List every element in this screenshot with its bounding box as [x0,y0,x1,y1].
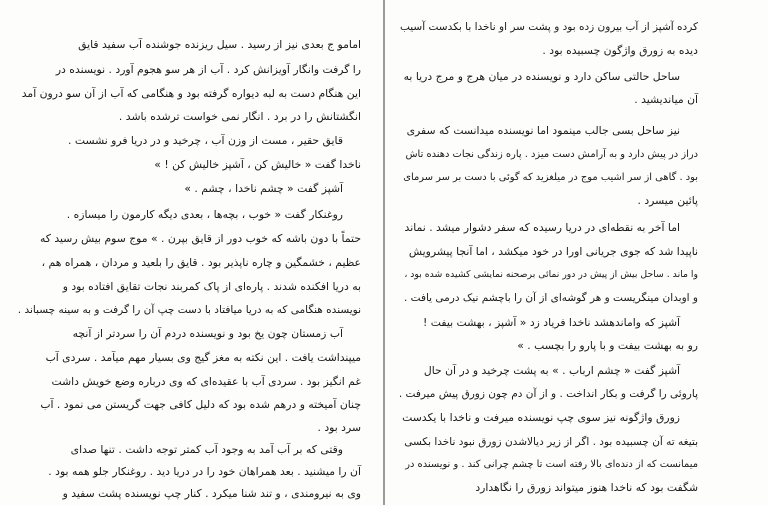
left-line-12: نویسنده هنگامی که به دریا میافتاد با دست چپ آن را گرفت و به سینه چسباند . [17,304,361,316]
left-line-18: وقتی که بر آب آمد به وجود آب کمتر توجه داشت . تنها صدای [70,443,343,456]
left-line-20: وی به نیرومندی ، و تند شنا میکرد . کنار چپ نویسنده پشت سفید و [62,487,361,500]
right-line-7: بود . گاهی از سر اشیب موج در میلغزید که گوئی با دست بر سر سرمای [403,172,698,183]
right-line-19: میمانست که از دنده‌ای بالا رفته است تا چشم چرانی کند . و نویسنده در [405,459,698,470]
left-line-19: آن را میشنید . بعد همراهان خود را در دریا دید . روغنکار جلو همه بود . [48,465,361,478]
left-line-9: حتماً با دون باشه که خوب دور از قایق بپرن . » موج سوم بیش رسید که [40,232,361,245]
right-page [385,0,768,505]
right-line-16: پاروئی را گرفت و بکار انداخت . و از آن دم چون زورق پیش میرفت . [398,388,698,400]
left-line-4: انگشتانش را در برد . انگار نمی خواست ترشده باشد . [118,110,361,123]
left-line-10: عظیم ، خشمگین و چاره ناپذیر بود . قایق را بلعید و مردان ، همراه هم ، [41,256,361,269]
right-line-11: وا ماند . ساحل بیش از پیش در دور نمائی برصحنه نمایشی کشیده شده بود ، [404,269,698,280]
left-line-5: قایق حقیر ، مست از وزن آب ، چرخید و در دریا فرو نشست . [68,134,343,147]
right-page-text [397,0,698,505]
left-line-17: سرد بود . [317,421,361,434]
left-line-15: غم انگیز بود . سردی آب با عقیده‌ای که وی درباره وضع خویش داشت [51,375,361,388]
right-line-2: دیده به زورق واژگون چسبیده بود . [542,44,698,57]
right-line-12: و اوبدان مینگریست و هر گوشه‌ای از آن را باچشم نیک درمی یافت . [403,292,698,304]
left-line-2: را گرفت وانگار آویزانش کرد . آب از هر سو هجوم آورد . نویسنده در [55,63,361,76]
right-line-1: کرده آشپز از آب بیرون زده بود و پشت سر او ناخدا با بکدست آسیب [399,21,698,33]
right-line-9: اما آخر به نقطه‌ای در دریا رسیده که سفر دشوار میشد . نماند [404,221,680,234]
right-line-20: شگفت بود که ناخدا هنوز میتواند زورق را نگاهدارد [475,481,698,494]
right-line-3: ساحل حالتی ساکن دارد و نویسنده در میان هرج و مرج دریا به [403,70,680,83]
left-line-6: ناخدا گفت « خالیش کن ، آشپز خالیش کن ! » [154,158,361,171]
right-line-8: پائین میسرد . [637,194,698,207]
left-line-11: به دریا افکنده شدند . پاره‌ای از پاک کمربند نجات تقایق افتاده بود و [62,280,361,293]
right-line-15: آشپز گفت « چشم ارباب . » به پشت چرخید و در آن حال [423,364,680,377]
right-line-6: دراز در پیش دارد و به آرامش دست میزد . پاره زندگی نجات دهنده تاش [405,149,698,160]
left-line-16: چنان آمیخته و درهم شده بود که دلیل کافی جهت گریستن می نمود . آب [40,398,361,411]
left-line-1: امامو ج بعدی نیز از رسید . سیل ریزنده جوشنده آب سفید قایق [78,38,361,51]
left-line-7: آشپز گفت « چشم ناخدا ، چشم . » [184,182,343,195]
right-line-5: نیز ساحل بسی جالب مینمود اما نویسنده میدانست که سفری [406,124,680,137]
right-line-17: زورق واژگونه نیز سوی چپ نویسنده میرفت و ناخدا با یکدست [402,411,680,424]
left-page-text [10,0,361,505]
right-line-14: رو به بهشت بیفت و با پارو را بچسب . » [517,339,698,352]
right-line-4: آن میاندیشید . [634,93,698,106]
right-line-13: آشپز که واماندهشد ناخدا فریاد زد « آشپز ، بهشت بیفت ! [423,316,680,329]
left-line-13: آب زمستان چون یخ بود و نویسنده دردم آن را سردتر از آنچه [72,327,343,340]
left-line-14: میپنداشت یافت . این نکته به مغز گیج وی بسیار مهم میآمد . سردی آب [45,351,361,364]
right-line-10: ناپیدا شد که جوی جریانی اورا در خود میکشد ، اما آنجا پیشرویش [408,245,698,258]
left-line-8: روغنکار گفت « خوب ، بچه‌ها ، بعدی دیگه کارمون را میسازه . [66,208,343,221]
right-line-18: بتیغه ته آن چسبیده بود . اگر از زیر دیالاشدن زورق نبود ناخدا بکسی [404,436,698,448]
left-line-3: این هنگام دست به لبه دیواره گرفته بود و هنگامی که آب از آن سو درون آمد [21,87,361,100]
